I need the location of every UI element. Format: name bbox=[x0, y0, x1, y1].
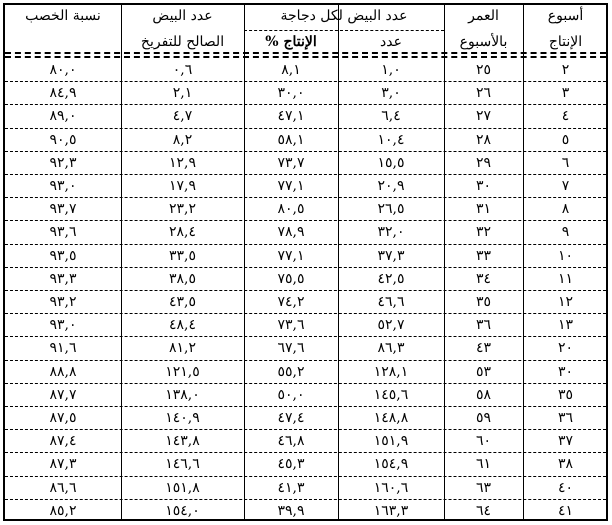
count-cell: ٥٢,٧ bbox=[377, 317, 405, 334]
age-cell: ٣٠ bbox=[475, 178, 492, 194]
good-eggs-cell: ٨١,٢ bbox=[168, 340, 196, 357]
fertility-cell: ٨٦,٦ bbox=[49, 479, 77, 496]
fertility-cell: ٨٧,٧ bbox=[49, 386, 77, 403]
age-cell: ٣١ bbox=[475, 201, 492, 218]
good-eggs-cell: ١٢١,٥ bbox=[165, 363, 200, 380]
count-cell: ١٥٤,٩ bbox=[373, 456, 409, 473]
fertility-cell: ٩٠,٥ bbox=[49, 131, 77, 148]
production-week-cell: ٣٦ bbox=[557, 410, 574, 426]
good-eggs-cell: ٢٨,٤ bbox=[168, 224, 196, 241]
row-divider bbox=[5, 81, 606, 82]
row-divider bbox=[5, 313, 606, 314]
header-age: العمر bbox=[468, 8, 499, 24]
good-eggs-cell: ٤٨,٤ bbox=[168, 317, 196, 334]
age-cell: ٣٢ bbox=[475, 224, 492, 241]
row-divider bbox=[5, 244, 606, 245]
count-cell: ٦,٤ bbox=[381, 108, 401, 125]
age-cell: ٦٣ bbox=[475, 479, 492, 496]
production-pct-cell: ٤٧,٤ bbox=[277, 410, 305, 426]
fertility-cell: ٩٣,٥ bbox=[49, 247, 77, 264]
production-week-cell: ٣ bbox=[561, 85, 570, 102]
header-eggs-per-hen: عدد البيض لكل دجاجة bbox=[280, 8, 408, 24]
fertility-cell: ٩١,٦ bbox=[49, 340, 77, 357]
production-pct-cell: ٧٧,١ bbox=[277, 178, 305, 194]
production-pct-cell: ٨٠,٥ bbox=[277, 201, 305, 218]
fertility-cell: ٩٣,٦ bbox=[49, 224, 77, 241]
production-week-cell: ٣٨ bbox=[557, 456, 574, 473]
count-cell: ٢٠,٩ bbox=[377, 178, 405, 194]
fertility-cell: ٨٧,٤ bbox=[49, 433, 77, 450]
good-eggs-cell: ٤٣,٥ bbox=[168, 294, 196, 310]
good-eggs-cell: ١٧,٩ bbox=[168, 178, 196, 194]
production-pct-cell: ٤٥,٣ bbox=[277, 456, 305, 473]
good-eggs-cell: ٠,٦ bbox=[172, 62, 193, 78]
age-cell: ٦١ bbox=[475, 456, 492, 473]
production-pct-cell: ٦٧,٦ bbox=[277, 340, 305, 357]
age-cell: ٦٤ bbox=[475, 502, 492, 519]
age-cell: ٥٩ bbox=[475, 410, 492, 426]
header-separator bbox=[5, 56, 606, 58]
production-week-cell: ٣٧ bbox=[557, 433, 574, 450]
fertility-cell: ٩٣,٧ bbox=[49, 201, 77, 218]
count-cell: ١٦٣,٣ bbox=[373, 502, 409, 519]
fertility-cell: ٨٨,٨ bbox=[49, 363, 77, 380]
age-cell: ٣٤ bbox=[475, 270, 492, 287]
header-good-eggs-sub: الصالح للتفريخ bbox=[140, 34, 225, 50]
production-week-cell: ٦ bbox=[561, 154, 570, 171]
fertility-cell: ٩٣,٠ bbox=[49, 317, 77, 334]
count-cell: ٣,٠ bbox=[381, 85, 401, 102]
good-eggs-cell: ١٤٦,٦ bbox=[165, 456, 200, 473]
good-eggs-cell: ١٢,٩ bbox=[168, 154, 196, 171]
production-week-cell: ١٠ bbox=[557, 247, 574, 264]
count-cell: ١٤٥,٦ bbox=[373, 386, 409, 403]
row-divider bbox=[5, 290, 606, 291]
count-cell: ٤٢,٥ bbox=[377, 270, 405, 287]
production-pct-cell: ٧٥,٥ bbox=[277, 270, 305, 287]
count-cell: ١٤٨,٨ bbox=[373, 410, 409, 426]
age-cell: ٣٣ bbox=[475, 247, 492, 264]
production-week-cell: ١٢ bbox=[557, 294, 574, 310]
production-pct-cell: ٥٠,٠ bbox=[277, 386, 305, 403]
good-eggs-cell: ١٥٤,٠ bbox=[165, 502, 200, 519]
fertility-cell: ٨٧,٣ bbox=[49, 456, 77, 473]
production-pct-cell: ٧٤,٢ bbox=[277, 294, 305, 310]
production-week-cell: ٢ bbox=[561, 62, 570, 78]
count-cell: ١,٠ bbox=[381, 62, 401, 78]
good-eggs-cell: ١٣٨,٠ bbox=[165, 386, 200, 403]
row-divider bbox=[5, 104, 606, 105]
fertility-cell: ٨٥,٢ bbox=[49, 502, 77, 519]
data-table bbox=[3, 3, 608, 521]
row-divider bbox=[5, 267, 606, 268]
count-cell: ١٠,٤ bbox=[377, 131, 405, 148]
production-week-cell: ٤١ bbox=[557, 502, 574, 519]
header-age-sub: بالأسبوع bbox=[459, 34, 508, 50]
age-cell: ٥٨ bbox=[475, 386, 492, 403]
row-divider bbox=[5, 499, 606, 500]
production-week-cell: ٤ bbox=[561, 108, 570, 125]
row-divider bbox=[5, 197, 606, 198]
header-count: عدد bbox=[380, 34, 402, 50]
good-eggs-cell: ٨,٢ bbox=[172, 131, 193, 148]
row-divider bbox=[5, 383, 606, 384]
count-cell: ٢٦,٥ bbox=[377, 201, 405, 218]
age-cell: ٢٧ bbox=[475, 108, 492, 125]
fertility-cell: ٩٣,٠ bbox=[49, 178, 77, 194]
production-week-cell: ١٣ bbox=[557, 317, 574, 334]
production-pct-cell: ٤٦,٨ bbox=[277, 433, 305, 450]
production-week-cell: ٨ bbox=[561, 201, 570, 218]
fertility-cell: ٩٣,٣ bbox=[49, 270, 77, 287]
production-week-cell: ٣٥ bbox=[557, 386, 574, 403]
age-cell: ٣٦ bbox=[475, 317, 492, 334]
good-eggs-cell: ١٤٣,٨ bbox=[165, 433, 200, 450]
fertility-cell: ٨٩,٠ bbox=[49, 108, 77, 125]
age-cell: ٤٣ bbox=[475, 340, 492, 357]
good-eggs-cell: ٤,٧ bbox=[172, 108, 193, 125]
production-pct-cell: ٤٧,١ bbox=[277, 108, 305, 125]
header-production-week-sub: الإنتاج bbox=[548, 34, 583, 50]
header-fertility: نسبة الخصب bbox=[25, 8, 101, 24]
age-cell: ٣٥ bbox=[475, 294, 492, 310]
header-subdivider bbox=[244, 30, 444, 31]
age-cell: ٢٥ bbox=[475, 62, 492, 78]
header-good-eggs: عدد البيض bbox=[152, 8, 213, 24]
row-divider bbox=[5, 336, 606, 337]
production-week-cell: ٥ bbox=[561, 131, 570, 148]
production-pct-cell: ٧٧,١ bbox=[277, 247, 305, 264]
age-cell: ٥٣ bbox=[475, 363, 492, 380]
count-cell: ٣٢,٠ bbox=[377, 224, 405, 241]
row-divider bbox=[5, 360, 606, 361]
header-production-pct: % الإنتاج bbox=[265, 34, 317, 50]
production-pct-cell: ٣٠,٠ bbox=[277, 85, 305, 102]
row-divider bbox=[5, 429, 606, 430]
fertility-cell: ٩٢,٣ bbox=[49, 154, 77, 171]
count-cell: ١٥١,٩ bbox=[373, 433, 409, 450]
count-cell: ٤٦,٦ bbox=[377, 294, 405, 310]
production-pct-cell: ٧٨,٩ bbox=[277, 224, 305, 241]
count-cell: ١٢٨,١ bbox=[373, 363, 409, 380]
good-eggs-cell: ٢٣,٢ bbox=[168, 201, 196, 218]
header-production-week: أسبوع bbox=[547, 8, 584, 24]
production-pct-cell: ٧٣,٧ bbox=[277, 154, 305, 171]
count-cell: ٣٧,٣ bbox=[377, 247, 405, 264]
production-week-cell: ٢٠ bbox=[557, 340, 574, 357]
age-cell: ٢٨ bbox=[475, 131, 492, 148]
production-week-cell: ٣٠ bbox=[557, 363, 574, 380]
production-week-cell: ١١ bbox=[557, 270, 574, 287]
good-eggs-cell: ٣٨,٥ bbox=[168, 270, 196, 287]
count-cell: ١٥,٥ bbox=[377, 154, 405, 171]
production-pct-cell: ٤١,٣ bbox=[277, 479, 305, 496]
row-divider bbox=[5, 476, 606, 477]
production-pct-cell: ٣٩,٩ bbox=[277, 502, 305, 519]
row-divider bbox=[5, 406, 606, 407]
good-eggs-cell: ١٤٠,٩ bbox=[165, 410, 200, 426]
production-week-cell: ٤٠ bbox=[557, 479, 574, 496]
production-pct-cell: ٧٣,٦ bbox=[277, 317, 305, 334]
age-cell: ٦٠ bbox=[475, 433, 492, 450]
good-eggs-cell: ١٥١,٨ bbox=[165, 479, 200, 496]
fertility-cell: ٨٤,٩ bbox=[49, 85, 77, 102]
production-week-cell: ٧ bbox=[561, 178, 570, 194]
row-divider bbox=[5, 128, 606, 129]
header-separator bbox=[5, 52, 606, 54]
age-cell: ٢٩ bbox=[475, 154, 492, 171]
production-pct-cell: ٥٨,١ bbox=[277, 131, 305, 148]
row-divider bbox=[5, 452, 606, 453]
production-week-cell: ٩ bbox=[561, 224, 570, 241]
row-divider bbox=[5, 151, 606, 152]
fertility-cell: ٩٣,٢ bbox=[49, 294, 77, 310]
count-cell: ١٦٠,٦ bbox=[373, 479, 409, 496]
production-pct-cell: ٨,١ bbox=[281, 62, 301, 78]
fertility-cell: ٨٠,٠ bbox=[49, 62, 77, 78]
production-pct-cell: ٥٥,٢ bbox=[277, 363, 305, 380]
good-eggs-cell: ٣٣,٥ bbox=[168, 247, 196, 264]
row-divider bbox=[5, 220, 606, 221]
row-divider bbox=[5, 174, 606, 175]
age-cell: ٢٦ bbox=[475, 85, 492, 102]
count-cell: ٨٦,٣ bbox=[377, 340, 405, 357]
fertility-cell: ٨٧,٥ bbox=[49, 410, 77, 426]
good-eggs-cell: ٢,١ bbox=[172, 85, 193, 102]
